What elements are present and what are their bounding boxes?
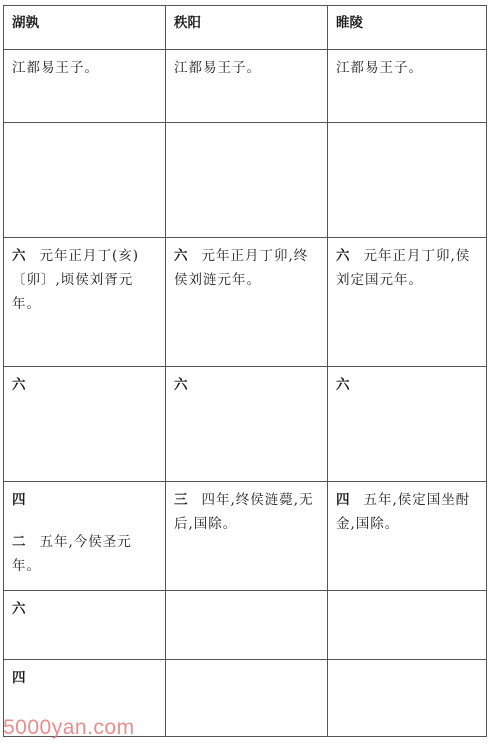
table-cell [166, 482, 328, 591]
cell-text: 江都易王子。 [336, 60, 423, 76]
cell-number-2: 二 [12, 534, 26, 550]
table-cell [4, 238, 166, 367]
table-row [4, 367, 487, 482]
cell-number: 六 [12, 377, 26, 393]
cell-text: 江都易王子。 [12, 60, 99, 76]
table-row [4, 50, 487, 123]
cell-text-2: 五年,今侯圣元年。 [12, 534, 132, 574]
header-hushu: 湖孰 [4, 6, 166, 50]
header-suiling: 睢陵 [328, 6, 487, 50]
table-cell [166, 591, 328, 660]
cell-number: 六 [174, 377, 188, 393]
table-cell [328, 660, 487, 737]
cell-text: 元年正月丁卯,终侯刘涟元年。 [174, 248, 309, 288]
cell-number: 三 [174, 492, 188, 508]
table-cell [328, 591, 487, 660]
cell-text: 五年,侯定国坐酎金,国除。 [336, 492, 471, 532]
cell-number: 四 [336, 492, 350, 508]
table-cell [166, 50, 328, 123]
table-cell [328, 50, 487, 123]
cell-number: 六 [336, 377, 350, 393]
table-cell [328, 482, 487, 591]
cell-text: 元年正月丁卯,侯刘定国元年。 [336, 248, 471, 288]
table-cell [4, 367, 166, 482]
cell-number: 六 [336, 248, 350, 264]
table-cell [328, 123, 487, 238]
table-header-row [4, 6, 487, 50]
cell-number: 四 [12, 492, 26, 508]
table-cell [166, 123, 328, 238]
watermark: 5000yan.com [3, 716, 135, 739]
cell-number: 四 [12, 670, 26, 686]
table-cell [166, 238, 328, 367]
table-cell [166, 660, 328, 737]
cell-number: 六 [12, 248, 26, 264]
table-row [4, 238, 487, 367]
cell-text: 元年正月丁(亥)〔卯〕,顷侯刘胥元年。 [12, 248, 140, 312]
table-cell [4, 123, 166, 238]
cell-text: 江都易王子。 [174, 60, 261, 76]
table-row [4, 591, 487, 660]
header-zhiyang: 秩阳 [166, 6, 328, 50]
table-cell [166, 367, 328, 482]
table-cell [328, 238, 487, 367]
table-cell [4, 482, 166, 591]
cell-number: 六 [174, 248, 188, 264]
table-cell [4, 591, 166, 660]
table-cell [328, 367, 487, 482]
records-table [3, 5, 487, 737]
table-cell [4, 50, 166, 123]
table-row [4, 123, 487, 238]
cell-text: 四年,终侯涟薨,无后,国除。 [174, 492, 314, 532]
cell-number: 六 [12, 601, 26, 617]
cell-second-entry [12, 530, 159, 578]
table-row [4, 482, 487, 591]
